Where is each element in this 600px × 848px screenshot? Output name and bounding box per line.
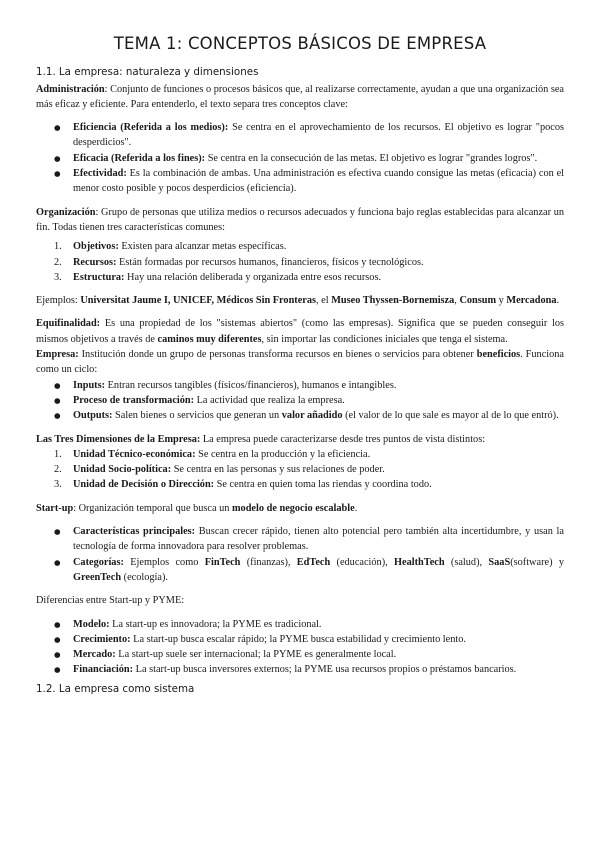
paragraph-dimensiones (36, 432, 564, 447)
startup-end: . (354, 502, 358, 514)
paragraph-administracion (36, 82, 564, 113)
examples-lead: Ejemplos: (36, 295, 81, 307)
example-name: Museo Thyssen-Bornemisza (331, 295, 455, 307)
item-text: Salen bienes o servicios que generan un (112, 410, 282, 422)
list-empresa-cycle (36, 378, 564, 424)
item-text: Se centra en las personas y sus relaciones de poder. (171, 464, 385, 476)
item-text: Buscan crecer rápido, tienen alto potencial pero también alta incertidumbre, y usan la tecnología de forma innovadora para resolver problemas. (73, 526, 564, 553)
item-term: Modelo: (73, 618, 110, 630)
item-text: Se centra en el aprovechamiento de los recursos. El objetivo es lograr "pocos desperdicios". (73, 122, 564, 149)
item-text: Es la combinación de ambas. Una administración es efectiva cuando consigue las metas (eficacia) con el menor costo posible y pocos desperdicios (eficiencia). (73, 168, 564, 195)
item-term: Outputs: (73, 410, 113, 422)
list-item (36, 408, 564, 423)
list-item (36, 447, 564, 462)
item-term: Recursos: (73, 256, 117, 268)
term-empresa: Empresa: (36, 349, 79, 361)
list-diferencias (36, 617, 564, 678)
paragraph-ejemplos (36, 293, 564, 308)
list-item (36, 378, 564, 393)
term-startup: Start-up (36, 502, 74, 514)
list-item (36, 647, 564, 662)
list-item (36, 524, 564, 555)
category-name: FinTech (204, 556, 241, 568)
item-text: La start-up es innovadora; la PYME es tradicional. (109, 618, 322, 630)
item-text: Se centra en la producción y la eficiencia. (195, 448, 371, 460)
item-term: Eficacia (Referida a los fines): (73, 152, 206, 164)
category-desc: (salud), (444, 556, 489, 568)
item-number: 3. (54, 479, 62, 491)
category-name: EdTech (296, 556, 331, 568)
item-term: Eficiencia (Referida a los medios): (73, 122, 229, 134)
item-text: Ejemplos como (123, 556, 205, 568)
item-term: Categorías: (73, 556, 124, 568)
paragraph-startup (36, 501, 564, 516)
list-item (36, 255, 564, 270)
example-names: Universitat Jaume I, UNICEF, Médicos Sin Fronteras (80, 295, 317, 307)
list-item (36, 166, 564, 197)
item-term: Efectividad: (73, 168, 127, 180)
item-term: Inputs: (73, 379, 106, 391)
list-admin-concepts (36, 120, 564, 196)
item-term: Financiación: (73, 664, 134, 676)
dims-text: La empresa puede caracterizarse desde tres puntos de vista distintos: (200, 433, 486, 445)
item-number: 2. (54, 256, 62, 268)
empresa-bold: beneficios (476, 349, 521, 361)
item-number: 1. (54, 448, 62, 460)
list-item (36, 270, 564, 285)
term-equifinalidad: Equifinalidad: (36, 318, 101, 330)
list-item (36, 617, 564, 632)
admin-text: : Conjunto de funciones o procesos básicos que, al realizarse correctamente, ayudan a que una organización sea más eficaz y eficiente. Para entenderlo, el texto separa tres conceptos clave: (36, 83, 564, 110)
term-dimensiones: Las Tres Dimensiones de la Empresa: (36, 433, 201, 445)
separator: , el (316, 295, 332, 307)
category-desc: (software) y (510, 556, 564, 568)
list-org-characteristics (36, 239, 564, 285)
list-item (36, 151, 564, 166)
item-bold: valor añadido (281, 410, 343, 422)
equi-bold: caminos muy diferentes (157, 333, 262, 345)
item-term: Unidad Socio-política: (73, 464, 172, 476)
section-heading-1-1: 1.1. La empresa: naturaleza y dimensiones (36, 66, 259, 79)
equi-text: Es una propiedad de los "sistemas abiertos" (como las empresas). Significa que se pueden conseguir los mismos objetivos a través de (36, 318, 564, 345)
item-term: Crecimiento: (73, 633, 131, 645)
equi-text: , sin importar las condiciones iniciales que tenga el sistema. (261, 333, 508, 345)
paragraph-diferencias: Diferencias entre Start-up y PYME: (36, 595, 185, 607)
item-term: Objetivos: (73, 241, 119, 253)
category-desc: (ecología). (121, 571, 168, 583)
list-item (36, 120, 564, 151)
category-name: SaaS (488, 556, 511, 568)
list-item (36, 462, 564, 477)
list-item (36, 555, 564, 586)
startup-bold: modelo de negocio escalable (231, 502, 355, 514)
category-name: GreenTech (73, 571, 122, 583)
category-desc: (educación), (330, 556, 395, 568)
item-term: Unidad de Decisión o Dirección: (73, 479, 215, 491)
item-term: Unidad Técnico-económica: (73, 448, 196, 460)
item-text: (el valor de lo que sale es mayor al de lo que entró). (342, 410, 559, 422)
example-name: Mercadona (506, 295, 557, 307)
item-number: 2. (54, 464, 62, 476)
item-text: La actividad que realiza la empresa. (194, 394, 345, 406)
term-administracion: Administración (36, 83, 105, 95)
item-text: Se centra en quien toma las riendas y coordina todo. (214, 479, 432, 491)
item-text: La start-up busca inversores externos; la PYME usa recursos propios o préstamos bancarios. (133, 664, 517, 676)
list-item (36, 477, 564, 492)
page-title: TEMA 1: CONCEPTOS BÁSICOS DE EMPRESA (113, 34, 487, 53)
separator: y (496, 295, 507, 307)
list-item (36, 239, 564, 254)
item-text: Se centra en la consecución de las metas. El objetivo es lograr "grandes logros". (205, 152, 538, 164)
item-text: Existen para alcanzar metas específicas. (118, 241, 287, 253)
list-dimensiones (36, 447, 564, 493)
item-text: La start-up suele ser internacional; la PYME es generalmente local. (115, 649, 397, 661)
category-desc: (finanzas), (240, 556, 297, 568)
item-text: La start-up busca escalar rápido; la PYME busca estabilidad y crecimiento lento. (130, 633, 466, 645)
paragraph-organizacion (36, 205, 564, 236)
list-item (36, 662, 564, 677)
list-startup (36, 524, 564, 585)
example-name: Consum (459, 295, 497, 307)
item-number: 1. (54, 241, 62, 253)
org-text: : Grupo de personas que utiliza medios o recursos adecuados y funciona bajo reglas establecidas para alcanzar un fin. Todas tienen tres características comunes: (36, 206, 564, 233)
list-item (36, 393, 564, 408)
empresa-text: Institución donde un grupo de personas transforma recursos en bienes o servicios para obtener (78, 349, 477, 361)
item-text: Están formadas por recursos humanos, financieros, físicos y tecnológicos. (116, 256, 424, 268)
category-name: HealthTech (394, 556, 445, 568)
section-heading-1-2: 1.2. La empresa como sistema (36, 682, 195, 695)
item-text: Entran recursos tangibles (físicos/financieros), humanos e intangibles. (105, 379, 397, 391)
paragraph-equifinalidad (36, 316, 564, 347)
list-item (36, 632, 564, 647)
item-term: Mercado: (73, 649, 116, 661)
startup-text: : Organización temporal que busca un (73, 502, 232, 514)
item-term: Características principales: (73, 526, 196, 538)
paragraph-empresa (36, 347, 564, 378)
separator: , (454, 295, 460, 307)
empresa-text: . Funciona como un ciclo: (36, 349, 564, 376)
item-text: Hay una relación deliberada y organizada entre esos recursos. (124, 271, 382, 283)
term-organizacion: Organización (36, 206, 96, 218)
item-term: Proceso de transformación: (73, 394, 195, 406)
separator: . (556, 295, 560, 307)
item-term: Estructura: (73, 271, 125, 283)
item-number: 3. (54, 271, 62, 283)
